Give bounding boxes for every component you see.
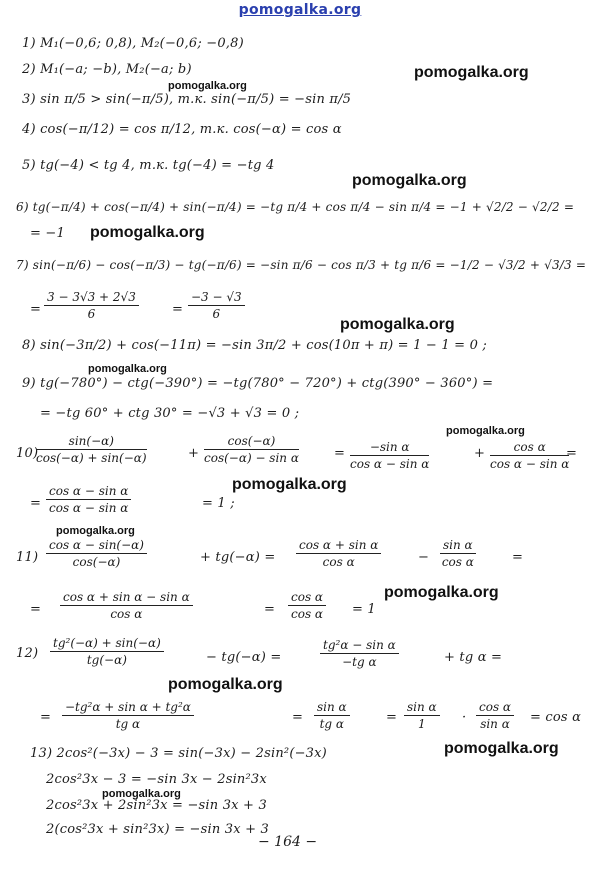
equals-sign: = [172, 302, 184, 317]
solution-line-1: 1) M₁(−0,6; 0,8), M₂(−0,6; −0,8) [22, 36, 244, 51]
watermark: pomogalka.org [102, 788, 181, 800]
equals-sign: = [512, 550, 524, 565]
fraction-numerator: sin α [404, 700, 440, 716]
fraction-11-b [296, 538, 381, 569]
multiply-dot: · [462, 710, 467, 725]
fraction-denominator: 6 [87, 307, 96, 321]
solution-11-tail: = 1 [352, 602, 376, 617]
watermark: pomogalka.org [340, 316, 455, 333]
fraction-numerator: cos α + sin α − sin α [60, 590, 193, 606]
fraction-12-result2 [314, 700, 350, 731]
fraction-numerator: tg²α − sin α [320, 638, 399, 654]
watermark: pomogalka.org [352, 172, 467, 189]
fraction-denominator: cos α [322, 555, 355, 569]
solution-line-6b: = −1 [30, 226, 65, 241]
fraction-12-a [50, 636, 164, 667]
fraction-numerator: cos α + sin α [296, 538, 381, 554]
watermark: pomogalka.org [168, 80, 247, 92]
fraction-numerator: −sin α [350, 440, 429, 456]
fraction-denominator: cos α − sin α [49, 501, 129, 515]
watermark: pomogalka.org [444, 740, 559, 757]
fraction-denominator: 1 [418, 717, 426, 731]
fraction-numerator: cos α − sin α [46, 484, 131, 500]
fraction-numerator: sin α [440, 538, 476, 554]
fraction-11-c [440, 538, 476, 569]
solution-10-tail: = 1 ; [202, 496, 235, 511]
solution-line-13a: 13) 2cos²(−3x) − 3 = sin(−3x) − 2sin²(−3x) [30, 746, 327, 761]
equals-sign: = [30, 602, 42, 617]
solution-11-mid: + tg(−α) = [200, 550, 276, 565]
fraction-numerator: 3 − 3√3 + 2√3 [44, 290, 139, 306]
fraction-numerator: cos(−α) [204, 434, 299, 450]
solution-line-9a: 9) tg(−780°) − ctg(−390°) = −tg(780° − 720°) + ctg(390° − 360°) = [22, 376, 494, 391]
equals-sign: = [30, 302, 42, 317]
solution-line-7a: 7) sin(−π/6) − cos(−π/3) − tg(−π/6) = −sin π/6 − cos π/3 + tg π/6 = −1/2 − √3/2 + √3/3 = [16, 258, 587, 272]
solution-line-3: 3) sin π/5 > sin(−π/5), т.к. sin(−π/5) = −sin π/5 [22, 92, 352, 107]
solution-line-13c: 2cos²3x + 2sin²3x = −sin 3x + 3 [46, 798, 267, 813]
fraction-denominator: cos(−α) + sin(−α) [36, 451, 147, 465]
solution-label-10: 10) [16, 446, 39, 461]
plus-sign: + [188, 446, 200, 461]
watermark: pomogalka.org [446, 425, 525, 437]
equals-sign: = [264, 602, 276, 617]
plus-sign: + [474, 446, 486, 461]
page-number: − 164 − [258, 834, 318, 850]
fraction-numerator: cos α [476, 700, 514, 716]
solution-line-13d: 2(cos²3x + sin²3x) = −sin 3x + 3 [46, 822, 269, 837]
solution-line-6a: 6) tg(−π/4) + cos(−π/4) + sin(−π/4) = −tg π/4 + cos π/4 − sin π/4 = −1 + √2/2 − √2/2 = [16, 200, 575, 214]
fraction-denominator: −tg α [342, 655, 377, 669]
fraction-numerator: −tg²α + sin α + tg²α [62, 700, 194, 716]
fraction-10-result [46, 484, 131, 515]
equals-sign: = [30, 496, 42, 511]
solution-12-tail2: = cos α [530, 710, 582, 725]
solution-line-5: 5) tg(−4) < tg 4, т.к. tg(−4) = −tg 4 [22, 158, 275, 173]
solution-line-13b: 2cos²3x − 3 = −sin 3x − 2sin²3x [46, 772, 267, 787]
watermark: pomogalka.org [168, 676, 283, 693]
solution-12-tail1: + tg α = [444, 650, 503, 665]
fraction-denominator: tg α [115, 717, 141, 731]
fraction-10-d [490, 440, 569, 471]
fraction-10-c [350, 440, 429, 471]
fraction-numerator: sin α [314, 700, 350, 716]
fraction-denominator: cos α − sin α [350, 457, 430, 471]
fraction-12-b [320, 638, 399, 669]
equals-sign: = [386, 710, 398, 725]
equals-sign: = [292, 710, 304, 725]
fraction-10-a [36, 434, 147, 465]
solution-12-mid: − tg(−α) = [206, 650, 282, 665]
fraction-denominator: tg(−α) [86, 653, 127, 667]
fraction-denominator: cos α [441, 555, 474, 569]
fraction-12-result [62, 700, 194, 731]
equals-sign: = [566, 446, 578, 461]
fraction-numerator: cos α [288, 590, 326, 606]
fraction-denominator: cos(−α) − sin α [204, 451, 299, 465]
solution-line-9b: = −tg 60° + ctg 30° = −√3 + √3 = 0 ; [40, 406, 300, 421]
equals-sign: = [40, 710, 52, 725]
fraction-denominator: cos α [110, 607, 143, 621]
fraction-7-step1 [44, 290, 139, 321]
equals-sign: = [334, 446, 346, 461]
fraction-numerator: cos α − sin(−α) [46, 538, 147, 554]
fraction-12-result3 [404, 700, 440, 731]
watermark: pomogalka.org [232, 476, 347, 493]
fraction-denominator: cos α [291, 607, 324, 621]
watermark: pomogalka.org [56, 525, 135, 537]
fraction-11-result2 [288, 590, 326, 621]
solution-label-12: 12) [16, 646, 39, 661]
fraction-denominator: cos(−α) [72, 555, 121, 569]
solution-line-2: 2) M₁(−a; −b), M₂(−a; b) [22, 62, 192, 77]
fraction-12-result4 [476, 700, 514, 731]
watermark: pomogalka.org [384, 584, 499, 601]
fraction-numerator: −3 − √3 [188, 290, 245, 306]
solution-line-4: 4) cos(−π/12) = cos π/12, т.к. cos(−α) = cos α [22, 122, 342, 137]
fraction-denominator: sin α [480, 717, 510, 731]
solution-label-11: 11) [16, 550, 39, 565]
solution-line-8: 8) sin(−3π/2) + cos(−11π) = −sin 3π/2 + cos(10π + π) = 1 − 1 = 0 ; [22, 338, 487, 353]
fraction-10-b [204, 434, 299, 465]
fraction-11-a [46, 538, 147, 569]
watermark: pomogalka.org [414, 64, 529, 81]
minus-sign: − [418, 550, 430, 565]
fraction-numerator: tg²(−α) + sin(−α) [50, 636, 164, 652]
fraction-numerator: cos α [490, 440, 569, 456]
site-header-link[interactable]: pomogalka.org [238, 2, 362, 18]
fraction-denominator: 6 [212, 307, 221, 321]
fraction-denominator: cos α − sin α [490, 457, 570, 471]
fraction-numerator: sin(−α) [36, 434, 147, 450]
watermark: pomogalka.org [88, 363, 167, 375]
fraction-7-step2 [188, 290, 245, 321]
fraction-11-result [60, 590, 193, 621]
fraction-denominator: tg α [319, 717, 345, 731]
watermark: pomogalka.org [90, 224, 205, 241]
